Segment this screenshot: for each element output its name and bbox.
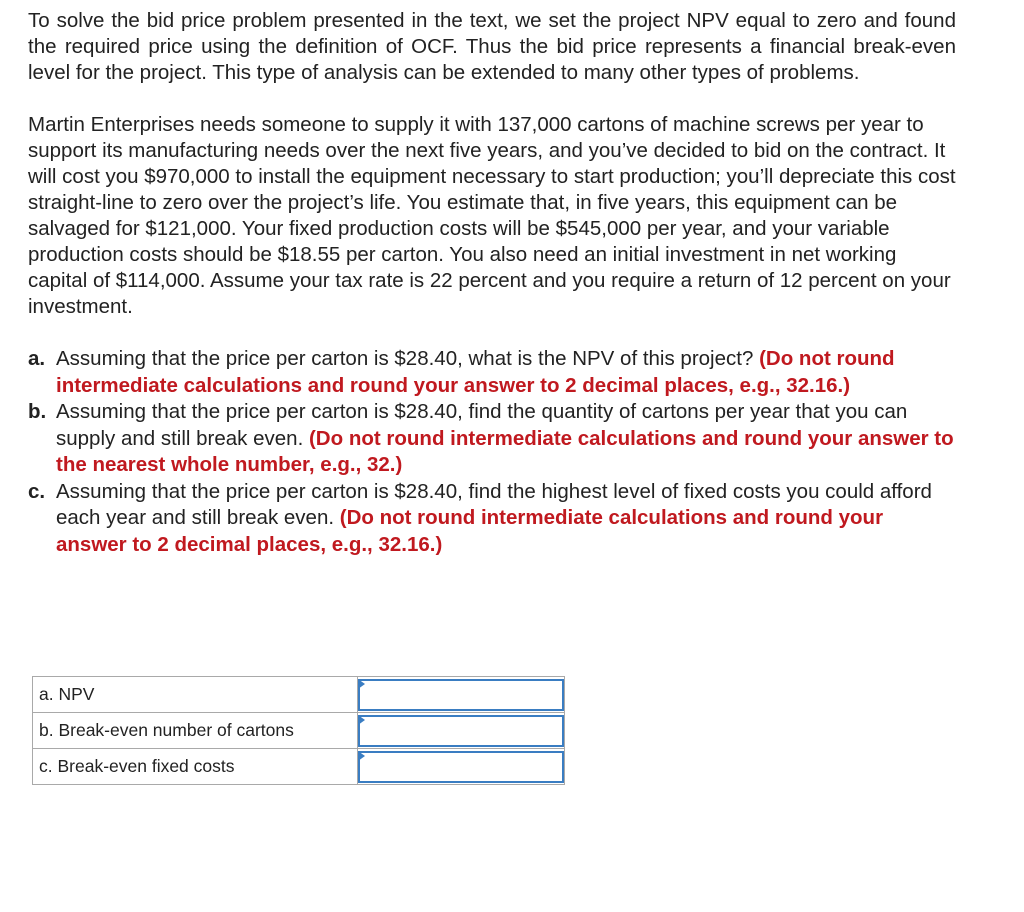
- question-b: [28, 399, 956, 479]
- problem-paragraph: Martin Enterprises needs someone to supply it with 137,000 cartons of machine screws per year to support its manufacturing needs over the next five years, and you’ve decided to bid on the contract. It will cost you $970,000 to install the equipment necessary to start production; you’ll depreciate this cost straight-line to zero over the project’s life. You estimate that, in five years, this equipment can be salvaged for $121,000. Your fixed production costs will be $545,000 per year, and your variable production costs should be $18.55 per carton. You also need an initial investment in net working capital of $114,000. Assume your tax rate is 22 percent and you require a return of 12 percent on your investment.: [28, 113, 956, 318]
- break-even-cartons-input[interactable]: [358, 715, 564, 747]
- answer-label: a. NPV: [33, 677, 358, 713]
- answer-cell: [358, 713, 565, 749]
- answer-cell: [358, 749, 565, 785]
- input-flag-icon: [358, 751, 365, 761]
- answer-row-npv: [33, 677, 565, 713]
- answer-table: [32, 676, 565, 785]
- input-flag-icon: [358, 679, 365, 689]
- question-text: Assuming that the price per carton is $28.40, what is the NPV of this project?: [56, 347, 754, 370]
- question-hint: (Do not round intermediate calculations and round your answer to the nearest whole number, e.g., 32.): [56, 426, 954, 476]
- question-text: Assuming that the price per carton is $28.40, find the quantity of cartons per year that you can supply and still break even.: [56, 400, 908, 450]
- question-letter: c.: [28, 479, 46, 503]
- question-letter: b.: [28, 400, 47, 423]
- answer-cell: [358, 677, 565, 713]
- question-hint: (Do not round intermediate calculations and round your answer to 2 decimal places, e.g., 32.16.): [56, 347, 895, 397]
- problem-content: [28, 8, 956, 558]
- answer-row-cartons: [33, 713, 565, 749]
- intro-paragraph: To solve the bid price problem presented in the text, we set the project NPV equal to zero and found the required price using the definition of OCF. Thus the bid price represents a financial break-even level for the project. This type of analysis can be extended to many other types of problems.: [28, 9, 956, 84]
- answer-row-fixed-costs: [33, 749, 565, 785]
- question-hint: (Do not round intermediate calculations and round your answer to 2 decimal places, e.g., 32.16.): [56, 506, 884, 556]
- answer-label: b. Break-even number of cartons: [33, 713, 358, 749]
- answer-label: c. Break-even fixed costs: [33, 749, 358, 785]
- question-letter: a.: [28, 347, 46, 370]
- question-text: Assuming that the price per carton is $28.40, find the highest level of fixed costs you could afford each year and still break even.: [56, 479, 932, 529]
- npv-input[interactable]: [358, 679, 564, 711]
- break-even-fixed-costs-input[interactable]: [358, 751, 564, 783]
- question-c: [28, 479, 956, 559]
- question-a: [28, 346, 956, 399]
- input-flag-icon: [358, 715, 365, 725]
- question-list: [28, 346, 956, 558]
